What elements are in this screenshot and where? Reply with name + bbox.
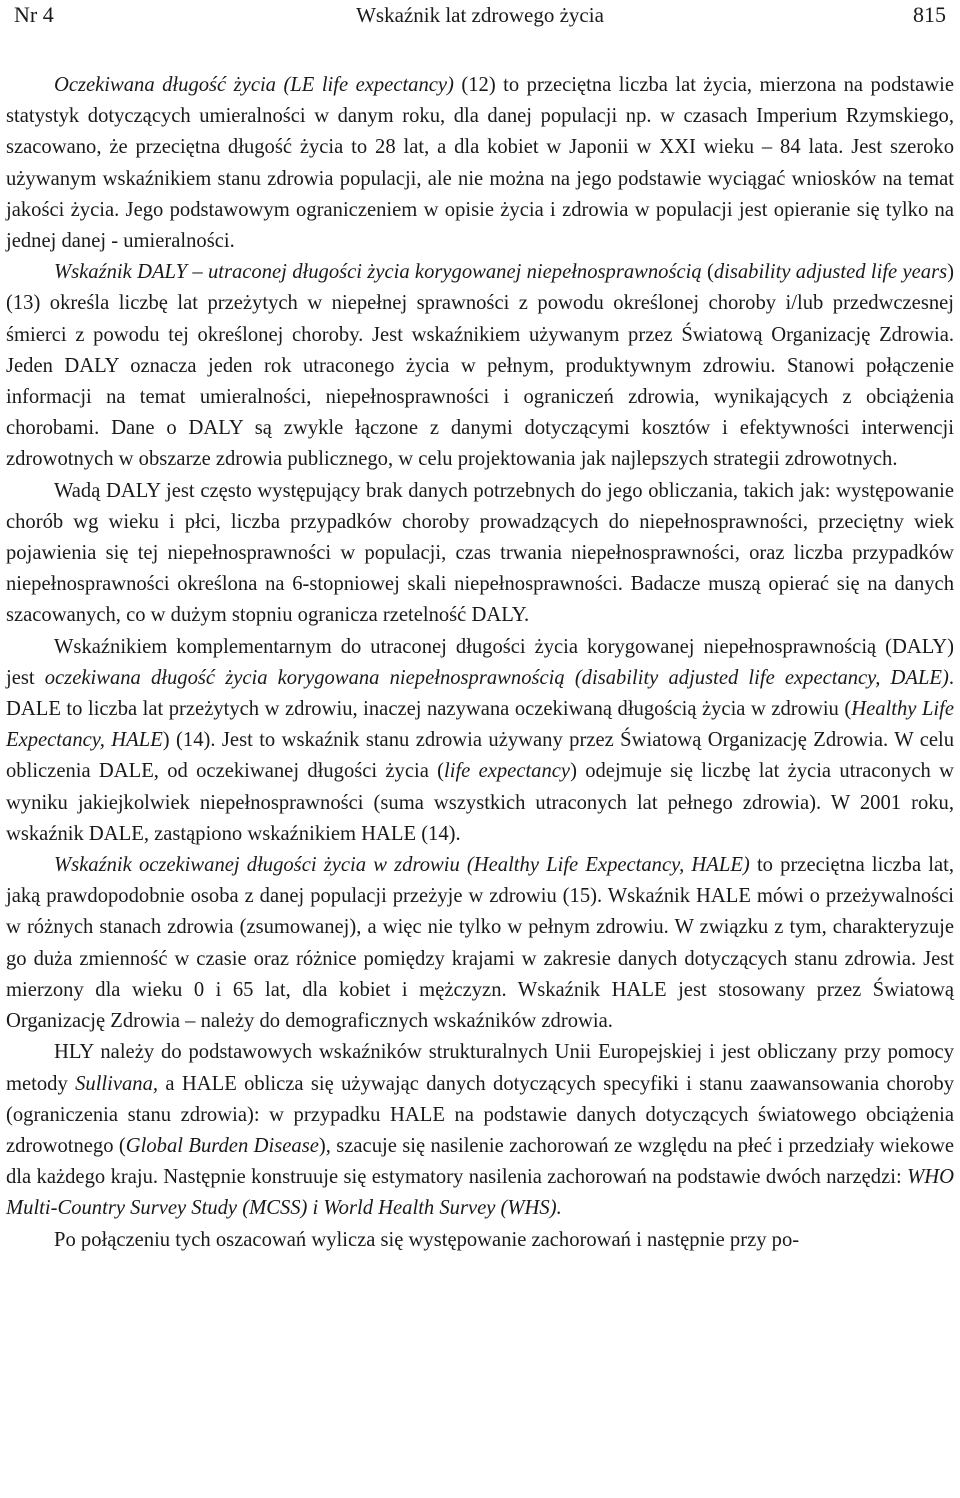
issue-number: Nr 4	[14, 2, 54, 27]
italic-text: WHO Multi-Country Survey Study (MCSS) i World Health Survey (WHS).	[6, 1166, 954, 1220]
text-run: HLY należy do podstawowych wskaźników strukturalnych Unii Europejskiej i jest obliczany przy pomocy metody	[6, 1041, 954, 1095]
running-title: Wskaźnik lat zdrowego życia	[356, 3, 604, 27]
running-header	[6, 0, 954, 36]
text-run: (	[701, 261, 714, 284]
text-run: to przeciętna liczba lat, jaką prawdopodobnie osoba z danej populacji przeżyje w zdrowiu (15). Wskaźnik HALE mówi o przeżywalności w różnych stanach zdrowia (zsumowanej), a więc nie tylko w pełnym zdrowiu. W związku z tym, charakteryzuje go duża zmienność w czasie oraz różnice pomiędzy krajami w zakresie danych dotyczących stanu zdrowia. Jest mierzony dla wieku 0 i 65 lat, dla kobiet i mężczyzn. Wskaźnik HALE jest stosowany przez Światową Organizację Zdrowia – należy do demograficznych wskaźników zdrowia.	[6, 854, 954, 1033]
paragraph	[6, 850, 954, 1037]
paragraph	[6, 476, 954, 632]
page-number: 815	[913, 2, 946, 27]
paragraph	[6, 1037, 954, 1224]
body-text	[6, 70, 954, 1256]
text-run: a HALE oblicza się używając danych dotyczących specyfiki i stanu zaawansowania choroby (ograniczenia stanu zdrowia): w przypadku HALE na podstawie danych dotyczących światowego obciążenia zdrowotnego (	[6, 1072, 954, 1157]
paragraph	[6, 1225, 954, 1256]
paragraph	[6, 257, 954, 475]
italic-text: Oczekiwana długość życia (LE life expectancy)	[54, 74, 454, 96]
text-run: ) odejmuje się liczbę lat życia utraconych w wyniku jakiejkolwiek niepełnosprawności (suma wszystkich utraconych lat pełnego zdrowia). W 2001 roku, wskaźnik DALE, zastąpiono wskaźnikiem HALE (14).	[6, 760, 954, 845]
italic-text: Global Burden Disease	[125, 1134, 319, 1157]
italic-text: Wskaźnik oczekiwanej długości życia w zdrowiu (Healthy Life Expectancy, HALE)	[54, 854, 750, 877]
italic-text: Sullivana,	[75, 1072, 159, 1095]
text-run: . DALE to liczba lat przeżytych w zdrowiu, inaczej nazywana oczekiwaną długością życia w zdrowiu (	[6, 666, 954, 721]
italic-text: Wskaźnik DALY – utraconej długości życia korygowanej niepełnosprawnością	[54, 261, 702, 284]
italic-text: Healthy Life Expectancy, HALE	[6, 698, 954, 752]
text-run: Wadą DALY jest często występujący brak danych potrzebnych do jego obliczania, takich jak: występowanie chorób wg wieku i płci, liczba przypadków choroby prowadzących do niepełnosprawności, przeciętny wiek pojawienia się tej niepełnosprawności w populacji, czas trwania niepełnosprawności, oraz liczba przypadków niepełnosprawności określona na 6-stopniowej skali niepełnosprawności. Badacze muszą opierać się na danych szacowanych, co w dużym stopniu ogranicza rzetelność DALY.	[6, 479, 954, 627]
text-run: ) (13) określa liczbę lat przeżytych w niepełnej sprawności z powodu określonej choroby i/lub przedwczesnej śmierci z powodu tej określonej choroby. Jest wskaźnikiem używanym przez Światową Organizację Zdrowia. Jeden DALY oznacza jeden rok utraconego życia w pełnym, produktywnym zdrowiu. Stanowi połączenie informacji na temat umieralności, niepełnosprawności i ograniczeń zdrowia, wynikających z obciążenia chorobami. Dane o DALY są zwykle łączone z danymi dotyczącymi kosztów i efektywności interwencji zdrowotnych w obszarze zdrowia publicznego, w celu projektowania jak najlepszych strategii zdrowotnych.	[6, 261, 954, 471]
paragraph	[6, 632, 954, 850]
italic-text: disability adjusted life years	[713, 261, 948, 284]
text-run: Wskaźnikiem komplementarnym do utraconej długości życia korygowanej niepełnosprawnością (DALY) jest	[6, 635, 954, 689]
paragraph	[6, 70, 954, 257]
italic-text: oczekiwana długość życia korygowana niepełnosprawnością (disability adjusted life expectancy, DALE)	[44, 666, 949, 689]
text-run: (12) to przeciętna liczba lat życia, mierzona na podstawie statystyk dotyczących umieralności w danym roku, dla danej populacji np. w czasach Imperium Rzymskiego, szacowano, że przeciętna długość życia to 28 lat, a dla kobiet w Japonii w XXI wieku – 84 lata. Jest szeroko używanym wskaźnikiem stanu zdrowia populacji, ale nie można na jego podstawie wyciągać wniosków na temat jakości życia. Jego podstawowym ograniczeniem w opisie życia i zdrowia w populacji jest opieranie się tylko na jednej danej - umieralności.	[6, 74, 954, 253]
text-run: Po połączeniu tych oszacowań wylicza się występowanie zachorowań i następnie przy po-	[54, 1228, 800, 1251]
text-run: ), szacuje się nasilenie zachorowań ze względu na płeć i przedziały wiekowe dla każdego kraju. Następnie konstruuje się estymatory nasilenia zachorowań na podstawie dwóch narzędzi:	[6, 1134, 954, 1189]
italic-text: life expectancy	[444, 760, 571, 783]
text-run: ) (14). Jest to wskaźnik stanu zdrowia używany przez Światową Organizację Zdrowia. W celu obliczenia DALE, od oczekiwanej długości życia (	[6, 729, 954, 783]
